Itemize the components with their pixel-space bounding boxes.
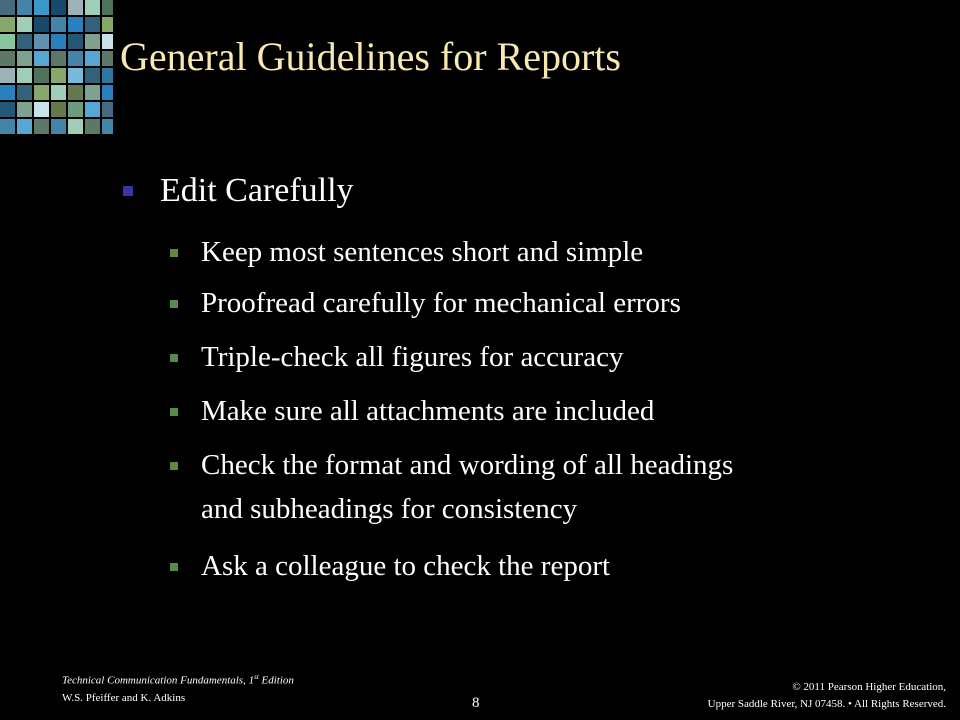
sub-bullet-marker [170, 408, 178, 416]
sub-bullet-marker [170, 354, 178, 362]
footer-book-info [62, 669, 294, 707]
slide-title: General Guidelines for Reports [120, 34, 621, 79]
sub-bullet-6: Ask a colleague to check the report [201, 550, 611, 582]
bullet-marker [123, 186, 133, 196]
sub-bullet-marker [170, 300, 178, 308]
sub-bullet-2: Proofread carefully for mechanical errors [201, 287, 681, 319]
sub-bullet-5-line1: Check the format and wording of all headings [201, 449, 734, 481]
sub-bullet-marker [170, 462, 178, 470]
sub-bullet-marker [170, 563, 178, 571]
sub-bullet-5-line2: and subheadings for consistency [201, 493, 578, 525]
sub-bullet-marker [170, 249, 178, 257]
bullet-main: Edit Carefully [160, 172, 354, 209]
footer-copyright [708, 679, 946, 713]
sub-bullet-4: Make sure all attachments are included [201, 395, 655, 427]
footer-book-title: Technical Communication Fundamentals, 1st Edition [62, 673, 294, 687]
sub-bullet-3: Triple-check all figures for accuracy [201, 341, 624, 373]
sub-bullet-1: Keep most sentences short and simple [201, 236, 644, 268]
page-number: 8 [472, 695, 480, 711]
copyright-line-2: Upper Saddle River, NJ 07458. • All Rights Reserved. [707, 698, 946, 710]
copyright-line-1: © 2011 Pearson Higher Education, [792, 681, 946, 693]
footer-authors: W.S. Pfeiffer and K. Adkins [62, 691, 186, 704]
